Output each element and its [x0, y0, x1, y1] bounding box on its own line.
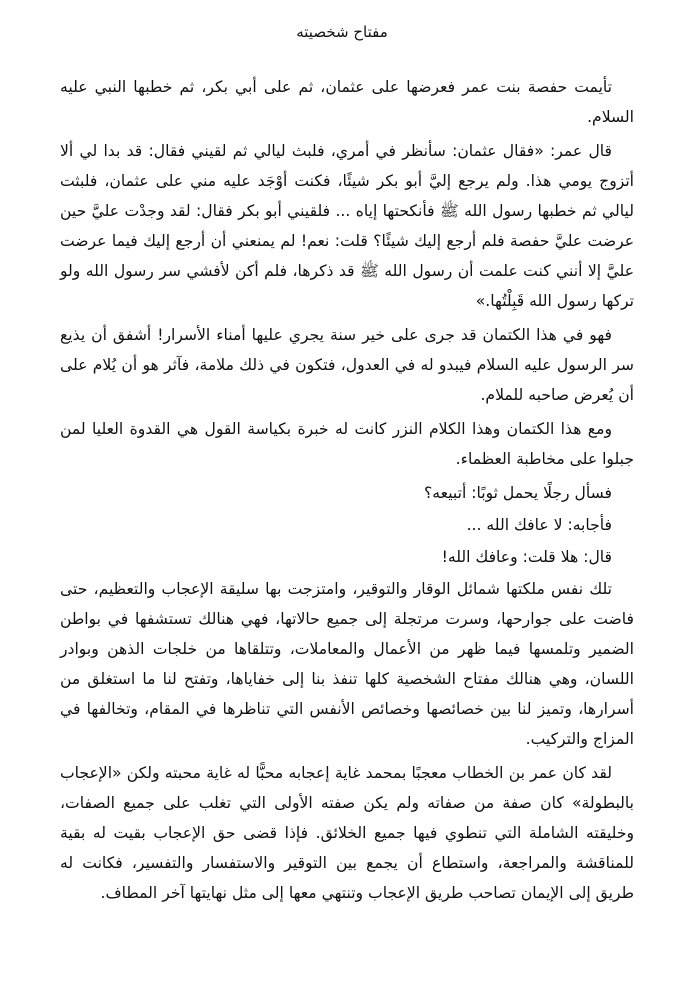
dialogue-line: قال: هلا قلت: وعافك الله! [441, 548, 612, 566]
paragraph: لقد كان عمر بن الخطاب معجبًا بمحمد غاية إعجابه محبًّا له غاية محبته ولكن «الإعجاب بالبطولة» كان صفة من صفاته ولم يكن صفته الأولى التي تغلب على جميع الصفات، وخليقته الشاملة التي تنطوي فيها جميع الخلائق. فإذا قضى حق الإعجاب بقيت له بقية للمناقشة والمراجعة، واستطاع أن يجمع بين التوقير والاستفسار والتفسير، فكانت له طريق إلى الإيمان تصاحب طريق الإعجاب وتنتهي معها إلى مثل نهايتها آخر المطاف. [60, 764, 634, 902]
running-header: مفتاح شخصيته [296, 23, 388, 41]
paragraph: ومع هذا الكتمان وهذا الكلام النزر كانت له خبرة بكياسة القول هي القدوة العليا لمن جبلوا على مخاطبة العظماء. [60, 420, 634, 468]
paragraph: تأيمت حفصة بنت عمر فعرضها على عثمان، ثم على أبي بكر، ثم خطبها النبي عليه السلام. [60, 78, 634, 126]
paragraph: تلك نفس ملكتها شمائل الوقار والتوقير، وامتزجت بها سليقة الإعجاب والتعظيم، حتى فاضت على جوارحها، وسرت مرتجلة إلى جميع حالاتها، فهي هنالك تستشفها في بواطن الضمير وتلمسها فيما ظهر من الأعمال والمعاملات، وتتلقاها من خلجات الذهن وبوادر اللسان، وهي هنالك مفتاح الشخصية كلها تنفذ بنا إلى خفاياها، وتفتح لنا ما استغلق من أسرارها، وتميز لنا بين خصائصها وخصائص الأنفس التي تناظرها في المقام، وتخالفها في المزاج والتركيب. [60, 580, 634, 748]
paragraph: قال عمر: «فقال عثمان: سأنظر في أمري، فلبث ليالي ثم لقيني فقال: قد بدا لي ألا أتزوج يومي هذا. ولم يرجع إليَّ أبو بكر شيئًا، فكنت أوْجَد عليه مني على عثمان، فلبثت ليالي ثم خطبها رسول الله ﷺ فأنكحتها إياه ... فلقيني أبو بكر فقال: لقد وجدْت عليَّ حين عرضت عليَّ حفصة فلم أرجع إليك شيئًا؟ قلت: نعم! لم يمنعني أن أرجع إليك فيما عرضت عليَّ إلا أنني كنت علمت أن رسول الله ﷺ قد ذكرها، فلم أكن لأفشي سر رسول الله ولو تركها رسول الله قَبِلْتُها.» [60, 142, 634, 310]
dialogue-line: فأجابه: لا عافك الله ... [466, 516, 612, 534]
dialogue-line: فسأل رجلًا يحمل ثوبًا: أتبيعه؟ [424, 484, 612, 502]
paragraph: فهو في هذا الكتمان قد جرى على خير سنة يجري عليها أمناء الأسرار! أشفق أن يذيع سر الرسول عليه السلام فيبدو له في العدول، فتكون في ذلك ملامة، فآثر هو أن يُلام على أن يُعرض صاحبه للملام. [60, 326, 634, 404]
body-text [60, 72, 634, 908]
